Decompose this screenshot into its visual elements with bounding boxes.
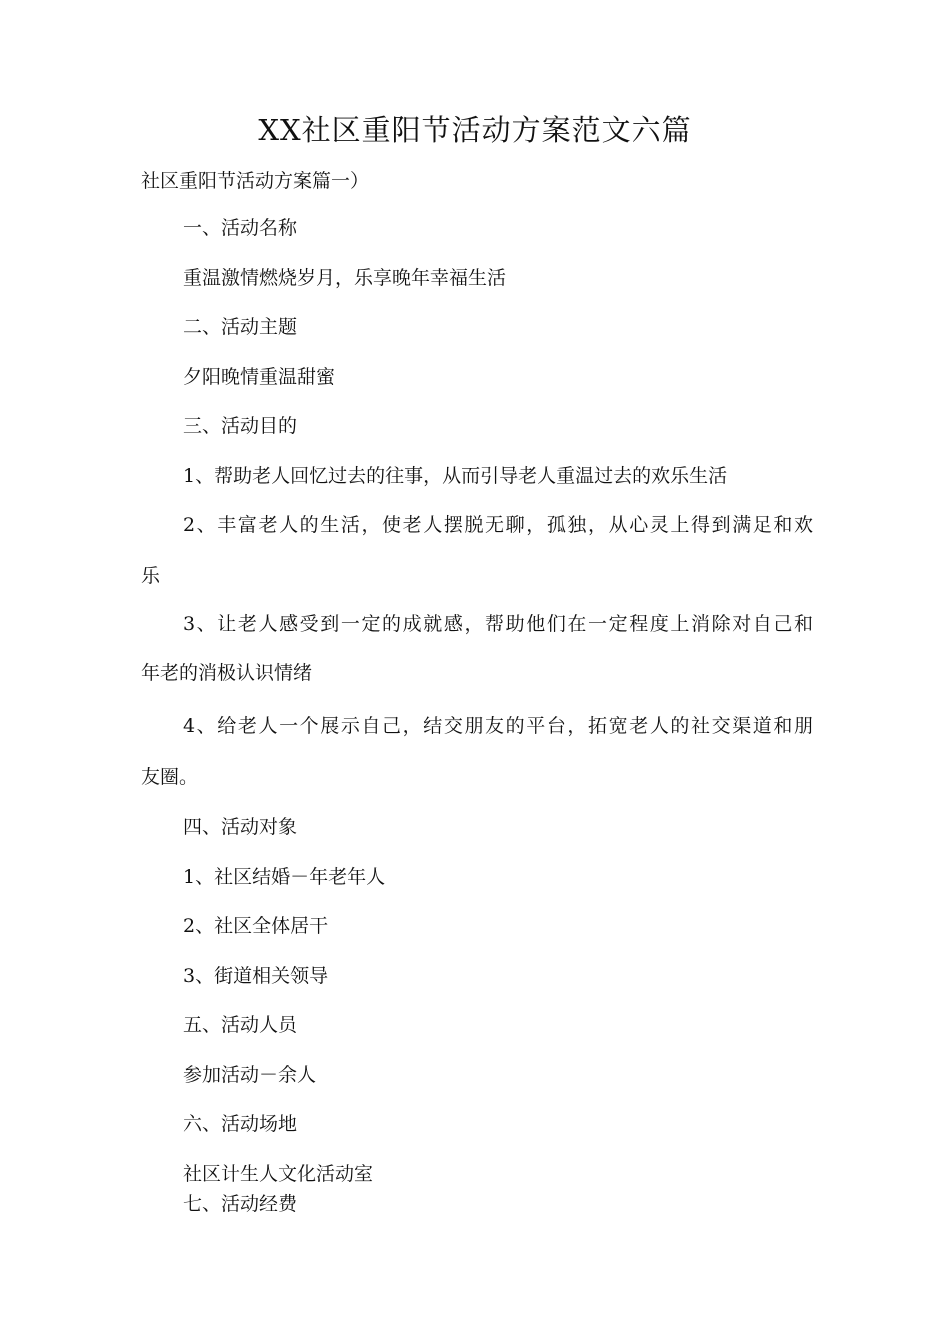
heading-activity-purpose: 三、活动目的 [183,415,298,437]
heading-activity-name: 一、活动名称 [183,217,298,239]
paragraph-purpose-2: 2、丰富老人的生活，使老人摆脱无聊，孤独，从心灵上得到满足和欢 [183,514,813,536]
paragraph-activity-theme: 夕阳晚情重温甜蜜 [183,366,336,388]
heading-activity-venue: 六、活动场地 [183,1113,298,1135]
heading-activity-funding: 七、活动经费 [183,1193,298,1215]
document-title: XX社区重阳节活动方案范文六篇 [258,113,692,147]
paragraph-purpose-3: 3、让老人感受到一定的成就感，帮助他们在一定程度上消除对自己和 [183,613,813,635]
paragraph-activity-personnel: 参加活动－余人 [183,1064,317,1086]
heading-activity-target: 四、活动对象 [183,816,298,838]
section-subtitle: 社区重阳节活动方案篇一） [141,170,370,192]
list-item-target-1: 1、社区结婚－年老年人 [183,866,386,888]
paragraph-activity-venue: 社区计生人文化活动室 [183,1163,374,1185]
heading-activity-personnel: 五、活动人员 [183,1014,298,1036]
paragraph-purpose-4-continued: 友圈。 [141,766,199,788]
list-item-target-2: 2、社区全体居干 [183,915,329,937]
paragraph-purpose-3-continued: 年老的消极认识情绪 [141,662,313,684]
paragraph-activity-name: 重温激情燃烧岁月，乐享晚年幸福生活 [183,267,507,289]
list-item-target-3: 3、街道相关领导 [183,965,329,987]
paragraph-purpose-4: 4、给老人一个展示自己，结交朋友的平台，拓宽老人的社交渠道和朋 [183,715,813,737]
paragraph-purpose-2-continued: 乐 [141,565,161,587]
paragraph-purpose-1: 1、帮助老人回忆过去的往事，从而引导老人重温过去的欢乐生活 [183,465,728,487]
heading-activity-theme: 二、活动主题 [183,316,298,338]
